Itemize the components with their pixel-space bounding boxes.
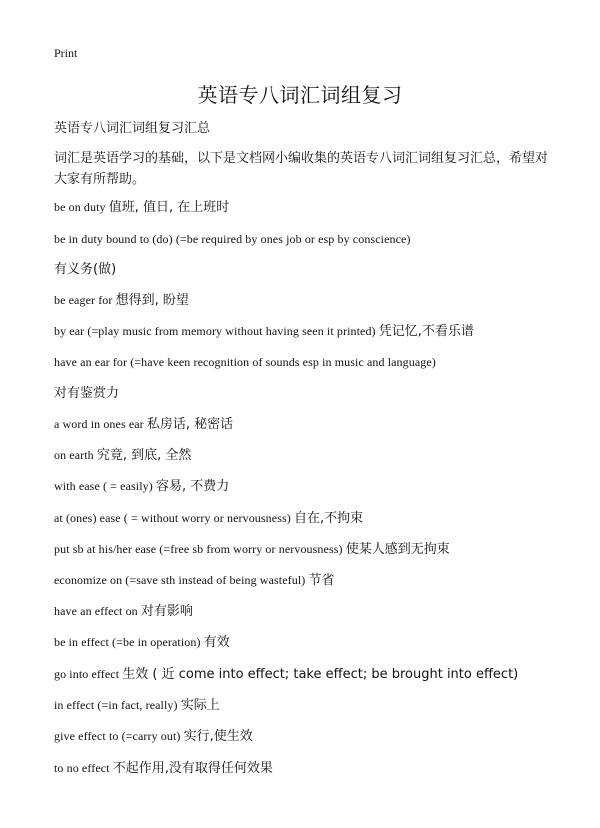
entry-line: [54, 727, 554, 746]
entry-chinese: 生效 ( 近 come into effect; take effect; be brought into effect): [122, 667, 519, 682]
entry-chinese: 使某人感到无拘束: [345, 542, 450, 557]
entry-chinese: 容易, 不费力: [155, 479, 230, 494]
entry-line: [54, 322, 554, 341]
entry-line: [54, 696, 554, 715]
entry-line: [54, 633, 554, 652]
entry-english: at (ones) ease ( = without worry or nervousness): [54, 511, 294, 525]
entry-english: with ease ( = easily): [54, 479, 156, 493]
entry-english: be eager for: [54, 293, 116, 307]
entry-chinese: 对有鉴赏力: [54, 386, 120, 401]
entry-line: [54, 665, 554, 684]
entry-english: give effect to (=carry out): [54, 729, 184, 743]
entry-chinese: 实行,使生效: [183, 729, 253, 744]
entry-english: put sb at his/her ease (=free sb from worry or nervousness): [54, 542, 346, 556]
entry-english: have an effect on: [54, 604, 141, 618]
entry-english: to no effect: [54, 761, 113, 775]
entry-english: by ear (=play music from memory without having seen it printed): [54, 324, 379, 338]
entry-line: [54, 540, 554, 559]
entry-chinese: 对有影响: [140, 604, 193, 619]
entry-chinese: 私房话, 秘密话: [146, 417, 234, 432]
entry-chinese: 自在,不拘束: [293, 511, 364, 526]
entry-line: [54, 415, 554, 434]
entry-line: [54, 353, 554, 372]
entry-line: [54, 446, 554, 465]
entry-english: be in effect (=be in operation): [54, 635, 204, 649]
page-title: 英语专八词汇词组复习: [197, 83, 403, 107]
entry-chinese: 值班, 值日, 在上班时: [108, 200, 230, 215]
entry-line: [54, 477, 554, 496]
intro-paragraph: 词汇是英语学习的基础，以下是文档网小编收集的英语专八词汇词组复习汇总，希望对大家有所帮助。: [54, 151, 549, 187]
document-subtitle: 英语专八词汇词组复习汇总: [54, 121, 211, 136]
entry-line: [54, 291, 554, 310]
entry-chinese: 实际上: [180, 698, 220, 713]
entry-line: [54, 759, 554, 778]
entry-english: economize on (=save sth instead of being wasteful): [54, 573, 309, 587]
entry-english: on earth: [54, 448, 97, 462]
entry-line: [54, 384, 554, 403]
entry-chinese: 究竟, 到底, 全然: [96, 448, 192, 463]
entry-english: a word in ones ear: [54, 417, 147, 431]
entry-english: be in duty bound to (do) (=be required by ones job or esp by conscience): [54, 232, 411, 246]
entry-chinese: 节省: [308, 573, 335, 588]
print-label[interactable]: Print: [54, 46, 78, 60]
entry-english: go into effect: [54, 667, 123, 681]
entry-chinese: 不起作用,没有取得任何效果: [112, 761, 273, 776]
entry-chinese: 凭记忆,不看乐谱: [378, 324, 474, 339]
entry-line: [54, 230, 554, 249]
entry-line: [54, 571, 554, 590]
entry-line: [54, 260, 554, 279]
entry-line: [54, 602, 554, 621]
entry-line: [54, 198, 554, 217]
entry-english: have an ear for (=have keen recognition of sounds esp in music and language): [54, 355, 436, 369]
entry-chinese: 想得到, 盼望: [115, 293, 189, 308]
entry-english: in effect (=in fact, really): [54, 698, 181, 712]
entry-chinese: 有效: [203, 635, 230, 650]
entry-line: [54, 509, 554, 528]
entry-chinese: 有义务(做): [54, 262, 117, 277]
entry-english: be on duty: [54, 200, 109, 214]
